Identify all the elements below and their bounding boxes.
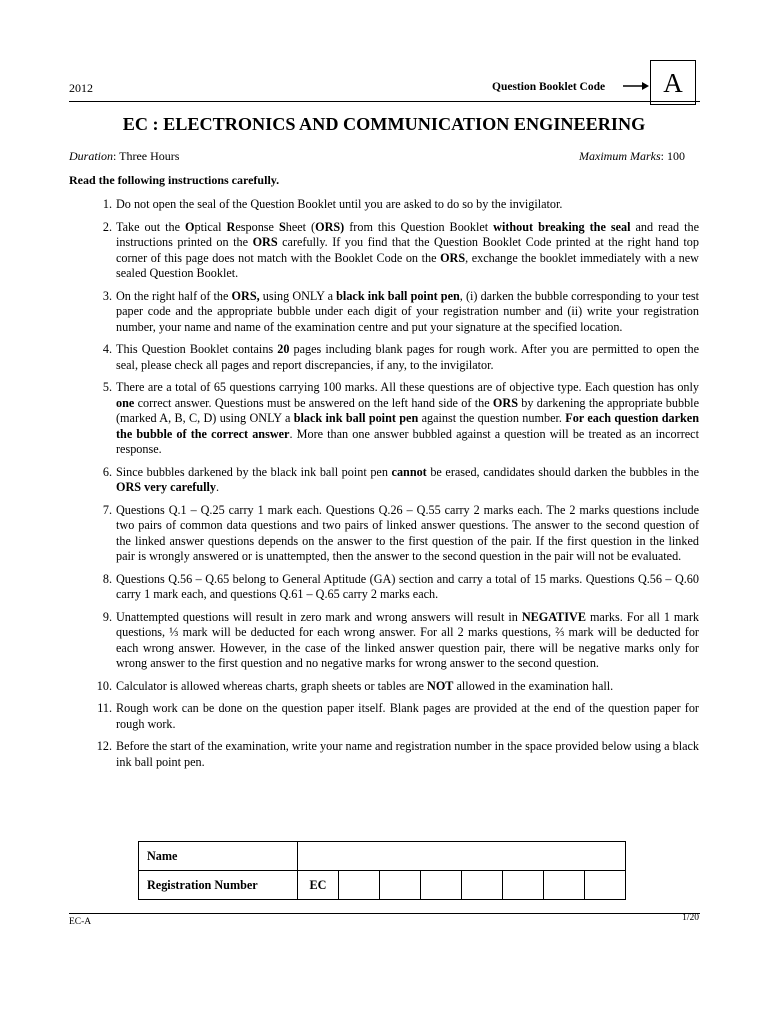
instructions-heading: Read the following instructions carefully. — [69, 173, 280, 187]
arrow-right-icon — [622, 80, 650, 92]
instruction-text — [116, 289, 699, 334]
max-marks-label: Maximum Marks — [579, 149, 661, 163]
text: black ink ball point pen — [293, 411, 419, 425]
instruction-item — [88, 679, 699, 695]
header-rule — [69, 101, 700, 102]
text: ptical — [194, 219, 227, 234]
text: heet ( — [285, 219, 316, 234]
text: ORS — [492, 395, 518, 410]
instruction-number: 4. — [102, 342, 112, 356]
text: R — [226, 219, 236, 234]
footer-code: EC-A — [69, 917, 92, 927]
text: ORS, — [231, 288, 260, 303]
instruction-item — [88, 380, 699, 458]
text: There are a total of 65 questions carrying 100 marks. All these questions are of objective type. Each question has only — [116, 380, 699, 394]
instruction-text: Questions Q.1 – Q.25 carry 1 mark each. Questions Q.26 – Q.55 carry 2 marks each. The 2 marks questions include two pairs of common data questions and two pairs of linked answer questions. The answer to the second question of the linked answer questions depends on the answer to the first question of the pair. If the first question in the linked pair is wrongly answered or is unattempted, then the answer to the second question in the pair will not be evaluated. — [116, 502, 699, 563]
instruction-item — [88, 503, 699, 565]
text: NEGATIVE — [521, 609, 586, 624]
text: 20 — [277, 342, 290, 356]
text: pages including blank pages for rough work. After you are permitted to open the seal, please check all pages and report discrepancies, if any, to the invigilator. — [116, 342, 700, 372]
text: ORS — [252, 235, 278, 249]
text: using ONLY a — [259, 288, 337, 303]
registration-prefix: EC — [298, 871, 339, 900]
instruction-item — [88, 289, 699, 336]
text: O — [184, 219, 195, 234]
text: NOT — [427, 678, 454, 693]
registration-digit-box[interactable] — [421, 871, 462, 900]
text: For each question darken the bubble of the correct answer — [116, 411, 699, 441]
text: esponse — [235, 219, 279, 234]
text: one — [116, 395, 135, 410]
text: black ink ball point pen — [336, 288, 460, 303]
name-label: Name — [139, 842, 298, 871]
text: . — [215, 480, 220, 494]
instruction-number: 5. — [102, 380, 112, 394]
instruction-number: 6. — [102, 464, 112, 479]
instruction-number: 7. — [102, 502, 112, 517]
instruction-item — [88, 342, 699, 373]
text: This Question Booklet contains — [116, 342, 278, 356]
instruction-item — [88, 220, 699, 282]
text: . More than one answer bubbled against a question will be treated as an incorrect response. — [116, 426, 699, 456]
text: ORS) — [315, 219, 345, 234]
instruction-number: 2. — [102, 219, 112, 234]
instruction-text — [116, 220, 699, 281]
text: Unattempted questions will result in zero mark and wrong answers will result in — [116, 609, 522, 624]
registration-label: Registration Number — [139, 871, 298, 900]
registration-digit-box[interactable] — [339, 871, 380, 900]
instruction-item — [88, 465, 699, 496]
name-row — [139, 842, 626, 871]
instruction-item — [88, 701, 699, 732]
footer-rule — [69, 913, 700, 914]
instruction-text — [116, 679, 613, 693]
instruction-text — [116, 610, 699, 671]
text: , exchange the booklet immediately with a new sealed Question Booklet. — [116, 250, 699, 280]
instruction-text — [116, 342, 699, 372]
booklet-code-label: Question Booklet Code — [492, 81, 606, 93]
instruction-number: 3. — [102, 288, 112, 303]
instruction-number: 11. — [97, 701, 112, 715]
text: Take out the — [116, 219, 185, 234]
duration-label: Duration — [69, 149, 114, 163]
registration-digit-box[interactable] — [380, 871, 421, 900]
text: from this Question Booklet — [344, 219, 494, 234]
page-number: 1/20 — [682, 913, 699, 923]
instructions-list — [88, 197, 699, 777]
booklet-code-box: A — [650, 60, 696, 105]
text: Calculator is allowed whereas charts, graph sheets or tables are — [116, 678, 428, 693]
text: ORS very carefully — [116, 480, 216, 494]
duration — [69, 149, 179, 164]
page-title: EC : ELECTRONICS AND COMMUNICATION ENGINEERING — [122, 114, 646, 134]
registration-digit-box[interactable] — [544, 871, 585, 900]
text: ORS — [440, 250, 466, 265]
instruction-text — [116, 380, 699, 456]
text: marks. For all 1 mark questions, ⅓ mark will be deducted for each wrong answer. For all 2 marks questions, ⅔ mark will be deducted for each wrong answer. However, in the case of the linked answer question pair, there will be negative marks only for wrong answer to the first question and no negative marks for wrong answer to the second question. — [116, 609, 699, 670]
text: without breaking the seal — [493, 219, 631, 234]
instruction-item — [88, 739, 699, 770]
instruction-number: 8. — [102, 571, 112, 586]
text: and read the instructions printed on the — [116, 219, 699, 249]
text: be erased, candidates should darken the bubbles in the — [426, 464, 699, 479]
text: S — [278, 219, 286, 234]
text: Since bubbles darkened by the black ink ball point pen — [116, 464, 392, 479]
text: cannot — [391, 464, 427, 479]
instruction-number: 12. — [96, 739, 112, 753]
max-marks-value: : 100 — [660, 149, 685, 163]
instruction-number: 1. — [102, 197, 112, 211]
instruction-text: Questions Q.56 – Q.65 belong to General Aptitude (GA) section and carry a total of 15 marks. Questions Q.56 – Q.60 carry 1 mark each, and questions Q.61 – Q.65 carry 2 marks each. — [116, 571, 699, 601]
text: allowed in the examination hall. — [453, 678, 614, 693]
registration-digit-box[interactable] — [462, 871, 503, 900]
name-field[interactable] — [298, 842, 626, 871]
instruction-number: 9. — [102, 609, 112, 624]
text: carefully. If you find that the Question Booklet Code printed at the right hand top corner of this page does not match with the Booklet Code on the — [116, 235, 699, 265]
text: correct answer. Questions must be answered on the left hand side of the — [134, 395, 493, 410]
registration-digit-box[interactable] — [503, 871, 544, 900]
instruction-item — [88, 197, 699, 213]
instruction-text — [116, 465, 699, 495]
instruction-item — [88, 610, 699, 672]
text: by darkening the appropriate bubble (marked A, B, C, D) using ONLY a — [116, 395, 699, 425]
registration-form — [138, 841, 626, 900]
text: against the question number. — [418, 411, 566, 425]
instruction-number: 10. — [96, 678, 112, 693]
maximum-marks — [579, 149, 685, 164]
duration-value: : Three Hours — [113, 149, 180, 163]
text: , (i) darken the bubble corresponding to your test paper code and the appropriate bubble under each digit of your registration number and (ii) write your registration number, your name and name of the examination centre and put your signature at the specified location. — [116, 288, 700, 334]
exam-year: 2012 — [69, 81, 93, 95]
text: On the right half of the — [116, 288, 232, 303]
registration-digit-box[interactable] — [585, 871, 626, 900]
registration-row — [139, 871, 626, 900]
instruction-text: Rough work can be done on the question paper itself. Blank pages are provided at the end of the question paper for rough work. — [116, 701, 699, 731]
instruction-text: Do not open the seal of the Question Booklet until you are asked to do so by the invigilator. — [116, 197, 563, 211]
instruction-item — [88, 572, 699, 603]
instruction-text: Before the start of the examination, write your name and registration number in the space provided below using a black ink ball point pen. — [116, 739, 699, 769]
